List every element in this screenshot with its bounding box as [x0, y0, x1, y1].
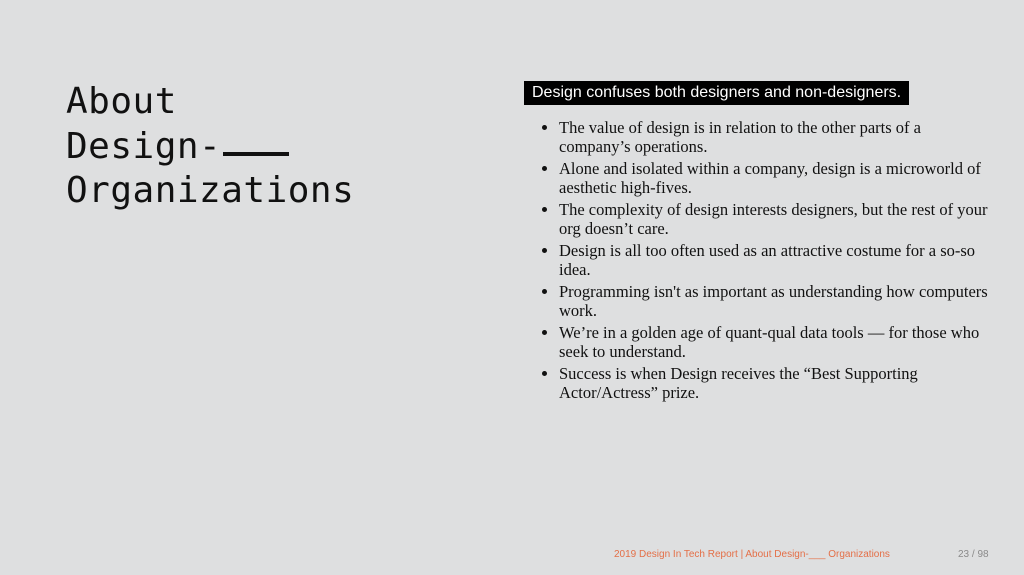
bullet-item: • We’re in a golden age of quant-qual data tools — for those who seek to understand. — [559, 323, 989, 361]
footer-report-title: 2019 Design In Tech Report | About Design-___ Organizations — [614, 549, 890, 560]
bullet-item: • The complexity of design interests designers, but the rest of your org doesn’t care. — [559, 200, 989, 238]
title-line-2-text: Design- — [66, 126, 222, 167]
bullet-item: • Programming isn't as important as understanding how computers work. — [559, 282, 989, 320]
page-number: 23 / 98 — [958, 549, 989, 560]
title-line-3: Organizations — [66, 170, 355, 211]
bullet-item: • Success is when Design receives the “Best Supporting Actor/Actress” prize. — [559, 364, 989, 402]
bullet-item: • Alone and isolated within a company, design is a microworld of aesthetic high-fives. — [559, 159, 989, 197]
title-blank-underline — [223, 122, 289, 156]
slide-title — [66, 80, 446, 213]
bullet-item: • The value of design is in relation to the other parts of a company’s operations. — [559, 118, 989, 156]
bullet-item: • Design is all too often used as an attractive costume for a so-so idea. — [559, 241, 989, 279]
bullet-list — [540, 118, 989, 405]
title-line-1: About — [66, 81, 177, 122]
title-line-2 — [66, 124, 446, 169]
section-heading: Design confuses both designers and non-designers. — [524, 81, 909, 105]
